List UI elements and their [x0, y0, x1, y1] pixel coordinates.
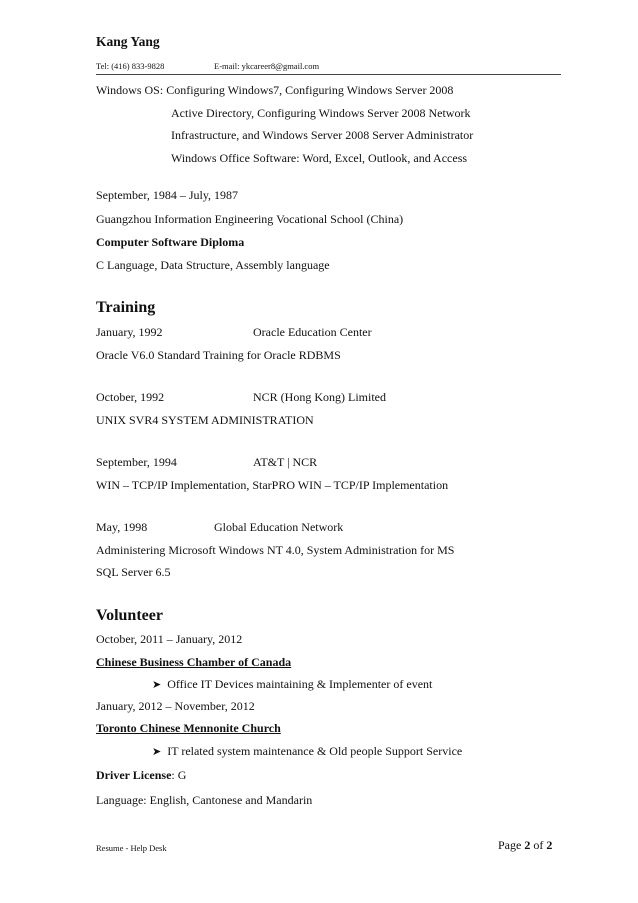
header-divider	[96, 74, 561, 75]
training-org: AT&T | NCR	[253, 455, 318, 469]
training-org: Oracle Education Center	[253, 325, 372, 339]
training-course: Administering Microsoft Windows NT 4.0, System Administration for MS	[96, 543, 455, 557]
page-current: 2	[524, 838, 531, 852]
resume-name: Kang Yang	[96, 34, 160, 49]
education-diploma: Computer Software Diploma	[96, 235, 245, 249]
training-org: NCR (Hong Kong) Limited	[253, 390, 386, 404]
education-school: Guangzhou Information Engineering Vocational School (China)	[96, 212, 404, 226]
skills-line-2: Active Directory, Configuring Windows Server 2008 Network	[171, 106, 471, 120]
contact-email: E-mail: ykcareer8@gmail.com	[214, 61, 320, 71]
page-word: Page	[498, 838, 525, 852]
volunteer-bullet-text: Office IT Devices maintaining & Implementer of event	[167, 677, 433, 691]
training-org: Global Education Network	[214, 520, 344, 534]
page-number	[498, 838, 552, 853]
volunteer-heading: Volunteer	[96, 607, 163, 624]
volunteer-bullet-text: IT related system maintenance & Old people Support Service	[167, 744, 463, 758]
training-course: WIN – TCP/IP Implementation, StarPRO WIN – TCP/IP Implementation	[96, 478, 449, 492]
volunteer-org: Toronto Chinese Mennonite Church	[96, 721, 281, 735]
driver-license	[96, 768, 186, 783]
training-course-continued: SQL Server 6.5	[96, 565, 171, 579]
volunteer-bullet	[152, 744, 462, 759]
training-date: January, 1992	[96, 325, 163, 339]
training-heading: Training	[96, 299, 156, 316]
volunteer-dates: January, 2012 – November, 2012	[96, 699, 255, 713]
page-total: 2	[546, 838, 553, 852]
volunteer-dates: October, 2011 – January, 2012	[96, 632, 243, 646]
footer-title: Resume - Help Desk	[96, 843, 167, 853]
training-date: October, 1992	[96, 390, 165, 404]
volunteer-bullet	[152, 677, 432, 692]
education-courses: C Language, Data Structure, Assembly language	[96, 258, 330, 272]
training-date: September, 1994	[96, 455, 177, 469]
skills-line-3: Infrastructure, and Windows Server 2008 Server Administrator	[171, 128, 474, 142]
arrow-bullet-icon: ➤	[152, 679, 162, 691]
training-course: Oracle V6.0 Standard Training for Oracle RDBMS	[96, 348, 341, 362]
training-course: UNIX SVR4 SYSTEM ADMINISTRATION	[96, 413, 314, 427]
skills-line-4: Windows Office Software: Word, Excel, Outlook, and Access	[171, 151, 468, 165]
language: Language: English, Cantonese and Mandarin	[96, 793, 313, 807]
of-word: of	[530, 838, 547, 852]
driver-license-value: : G	[171, 768, 187, 782]
volunteer-org: Chinese Business Chamber of Canada	[96, 655, 292, 669]
driver-license-label: Driver License	[96, 768, 172, 782]
education-dates: September, 1984 – July, 1987	[96, 188, 239, 202]
contact-phone: Tel: (416) 833-9828	[96, 61, 165, 71]
skills-line-1: Windows OS: Configuring Windows7, Configuring Windows Server 2008	[96, 83, 454, 97]
training-date: May, 1998	[96, 520, 148, 534]
arrow-bullet-icon: ➤	[152, 746, 162, 758]
